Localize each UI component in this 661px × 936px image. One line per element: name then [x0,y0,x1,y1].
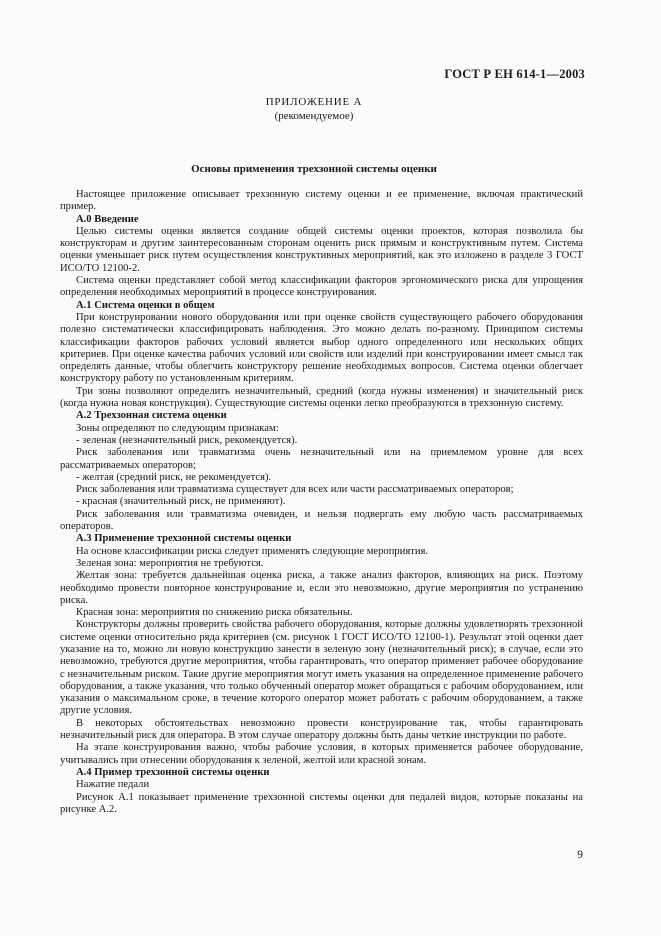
paragraph: - зеленая (незначительный риск, рекомендуется). [76,434,298,446]
paragraph: Целью системы оценки является создание общей системы оценки проектов, которая позволила бы конструкторам и другим заинтересованным сторонам оценить риск прямым и конструктивным путем. Система оценки уменьшает риск путем осуществления конструктивных мероприятий, как это изложено в разделе 3 ГОСТ ИСО/ТО 12100-2. [60,225,583,274]
paragraph: В некоторых обстоятельствах невозможно провести конструирование так, чтобы гарантировать незначительный риск для оператора. В этом случае оператору должны быть даны четкие инструкции по работе. [60,717,583,742]
paragraph: Настоящее приложение описывает трехзонную систему оценки и ее применение, включая практический пример. [60,189,583,213]
paragraph: - желтая (средний риск, не рекомендуется). [76,471,272,483]
standard-code: ГОСТ Р ЕН 614-1—2003 [444,67,585,81]
annex-title: ПРИЛОЖЕНИЕ А [265,96,363,108]
paragraph: Красная зона: мероприятия по снижению риска обязательны. [76,607,353,619]
section-heading: А.0 Введение [76,213,139,225]
paragraph: Желтая зона: требуется дальнейшая оценка риска, а также анализ факторов, влияющих на риск. Поэтому необходимо провести повторное конструирование и, если это невозможно, другие мероприятия по устранению риска. [60,570,583,606]
paragraph: Риск заболевания или травматизма существует для всех или части рассматриваемых операторов; [76,484,514,496]
paragraph: - красная (значительный риск, не применяют). [76,496,286,508]
paragraph: Зоны определяют по следующим признакам: [76,422,279,434]
annex-subtitle: (рекомендуемое) [274,110,354,122]
paragraph: Рисунок А.1 показывает применение трехзонной системы оценки для педалей видов, которые показаны на рисунке А.2. [60,791,583,815]
paragraph: Система оценки представляет собой метод классификации факторов эргономического риска для упрощения определения необходимых мероприятий в процессе конструирования. [60,275,583,299]
paragraph: На этапе конструирования важно, чтобы рабочие условия, в которых применяется рабочее оборудование, учитывались при отнесении оборудования к зеленой, желтой или красной зонам. [60,742,583,766]
paragraph: Нажатие педали [76,779,150,791]
document-body [60,189,583,816]
document-title: Основы применения трехзонной системы оценки [191,163,437,175]
paragraph: Три зоны позволяют определить незначительный, средний (когда нужны изменения) и значительный риск (когда нужна новая конструкция). Существующие системы оценки легко преобразуются в трехзонную систему. [60,385,583,410]
paragraph: На основе классификации риска следует применять следующие мероприятия. [76,545,429,557]
paragraph: При конструировании нового оборудования или при оценке свойств существующего рабочего оборудования полезно систематически классифицировать наблюдения. Это можно делать по-разному. Принципом системы классификации факторов рабочих условий является выбор одного определенного или нескольких общих критериев. При оценке качества рабочих условий или свойств или изделий при конструировании имеет смысл так определять данные, чтобы облегчить конструктору решение необходимых вопросов. Система оценки облегчает конструктору работу по установленным критериям. [60,311,583,385]
paragraph: Риск заболевания или травматизма очевиден, и нельзя подвергать ему любую часть рассматриваемых операторов. [60,508,583,533]
section-heading: А.4 Пример трехзонной системы оценки [76,766,270,778]
section-heading: А.2 Трехзонная система оценки [76,410,227,422]
paragraph: Конструкторы должны проверить свойства рабочего оборудования, которые должны удовлетворять трехзонной системе оценки относительно ряда критериев (см. рисунок 1 ГОСТ ИСО/ТО 12100-1). Результат этой оценки дает указание на то, можно ли новую конструкцию занести в зеленую зону (незначительный риск); в случае, если это невозможно, требуются другие мероприятия, чтобы гарантировать, что оператор применяет рабочее оборудование с незначительным риском. Такие другие мероприятия могут иметь указания на определенное применение рабочего оборудования, а также указания, что только обученный оператор может обращаться с рабочим оборудованием, или указания о максимальном сроке, в течение которого оператор может работать с рабочим оборудованием, а также другие условия. [60,619,583,717]
paragraph: Риск заболевания или травматизма очень незначительный или на приемлемом уровне для всех рассматриваемых операторов; [60,447,583,471]
section-heading: А.1 Система оценки в общем [76,299,215,311]
paragraph: Зеленая зона: мероприятия не требуются. [76,557,264,569]
section-heading: А.3 Применение трехзонной системы оценки [76,533,292,545]
page-number: 9 [577,849,583,861]
